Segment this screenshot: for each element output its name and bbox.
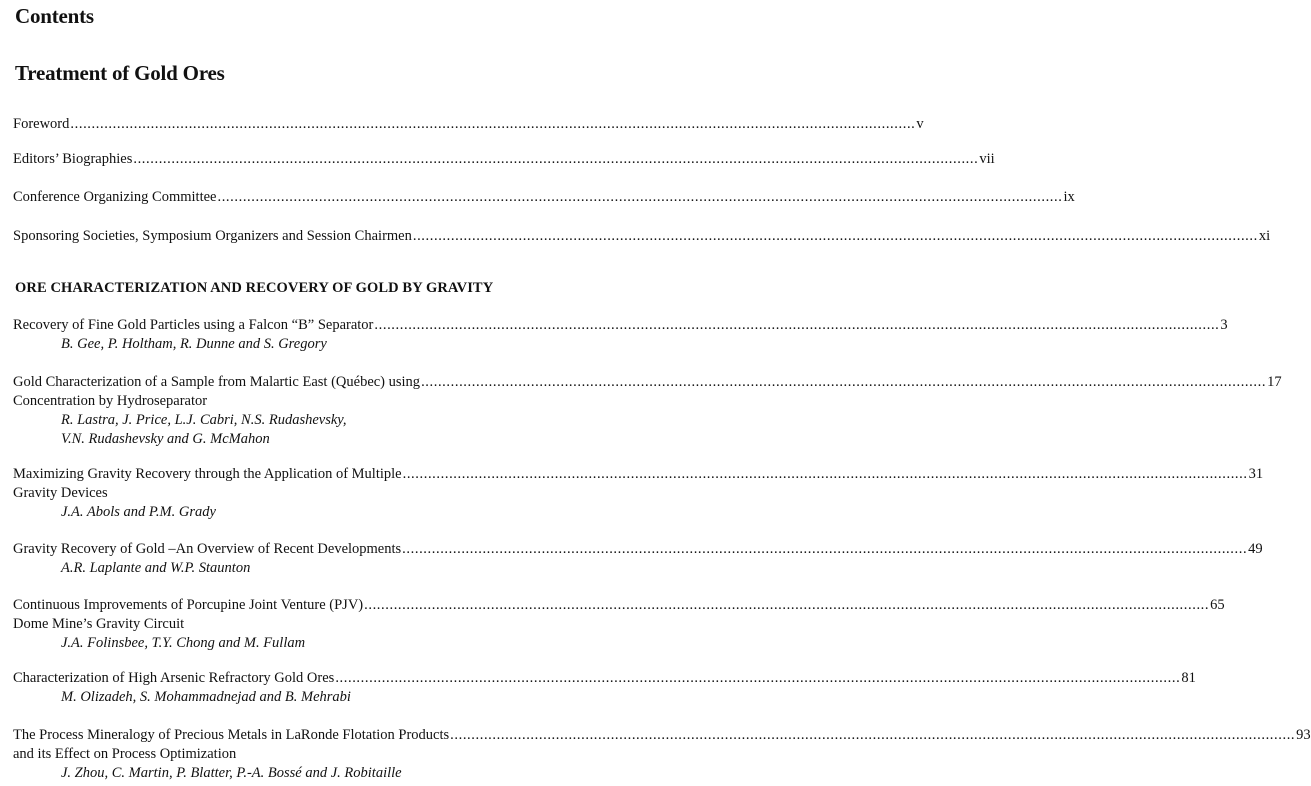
- toc-entry-authors: V.N. Rudashevsky and G. McMahon: [61, 431, 270, 447]
- toc-entry-title: Foreword: [13, 116, 70, 132]
- toc-entry-title-continued: Dome Mine’s Gravity Circuit: [13, 616, 185, 632]
- toc-entry-title: The Process Mineralogy of Precious Metals in LaRonde Flotation Products: [13, 727, 450, 743]
- leader-dots: ........................................................................................................................................................................................................: [402, 541, 1248, 557]
- leader-dots: ........................................................................................................................................................................................................: [412, 228, 1258, 244]
- toc-page-number: v: [916, 116, 924, 132]
- toc-page-number: 17: [1267, 374, 1282, 390]
- toc-entry-title: Characterization of High Arsenic Refractory Gold Ores: [13, 670, 335, 686]
- toc-page-number: 65: [1210, 597, 1225, 613]
- toc-page-number: 81: [1181, 670, 1196, 686]
- toc-page-number: 31: [1248, 466, 1264, 482]
- toc-entry-title: Gravity Recovery of Gold –An Overview of Recent Developments: [13, 541, 402, 557]
- leader-dots: ........................................................................................................................................................................................................: [450, 727, 1296, 743]
- leader-dots: ........................................................................................................................................................................................................: [335, 670, 1181, 686]
- toc-entry-authors: M. Olizadeh, S. Mohammadnejad and B. Mehrabi: [61, 689, 351, 705]
- toc-entry-porcupine-joint-venture: [13, 596, 1225, 653]
- toc-entry-title: Conference Organizing Committee: [13, 189, 217, 205]
- toc-entry-title: Gold Characterization of a Sample from Malartic East (Québec) using: [13, 374, 421, 390]
- toc-page-number: 49: [1248, 541, 1263, 557]
- page-title: Contents: [15, 4, 94, 28]
- toc-entry-multiple-gravity-devices: [13, 465, 1264, 522]
- toc-entry-authors: R. Lastra, J. Price, L.J. Cabri, N.S. Rudashevsky,: [61, 412, 347, 428]
- toc-entry-malartic-east: [13, 373, 1282, 449]
- leader-dots: ........................................................................................................................................................................................................: [421, 374, 1267, 390]
- toc-entry-title: Maximizing Gravity Recovery through the Application of Multiple: [13, 466, 402, 482]
- toc-entry-falcon-separator: [13, 316, 1228, 354]
- toc-entry-editors-biographies: [13, 150, 995, 169]
- toc-entry-organizing-committee: [13, 188, 1075, 207]
- section-heading: ORE CHARACTERIZATION AND RECOVERY OF GOLD BY GRAVITY: [15, 280, 494, 296]
- toc-entry-high-arsenic-ores: [13, 669, 1196, 707]
- leader-dots: ........................................................................................................................................................................................................: [133, 151, 979, 167]
- leader-dots: ........................................................................................................................................................................................................: [364, 597, 1210, 613]
- toc-page-number: xi: [1258, 228, 1271, 244]
- toc-entry-title: Continuous Improvements of Porcupine Joint Venture (PJV): [13, 597, 364, 613]
- toc-page-number: vii: [979, 151, 995, 167]
- toc-entry-title: Editors’ Biographies: [13, 151, 133, 167]
- toc-entry-gravity-overview: [13, 540, 1263, 578]
- toc-entry-authors: J.A. Folinsbee, T.Y. Chong and M. Fullam: [61, 635, 306, 651]
- leader-dots: ........................................................................................................................................................................................................: [374, 317, 1220, 333]
- toc-entry-authors: J.A. Abols and P.M. Grady: [61, 504, 216, 520]
- leader-dots: ........................................................................................................................................................................................................: [402, 466, 1248, 482]
- leader-dots: ........................................................................................................................................................................................................: [70, 116, 916, 132]
- toc-entry-laronde-flotation: [13, 726, 1311, 783]
- toc-entry-authors: A.R. Laplante and W.P. Staunton: [61, 560, 251, 576]
- toc-entry-title: Sponsoring Societies, Symposium Organizers and Session Chairmen: [13, 228, 412, 244]
- toc-entry-title-continued: and its Effect on Process Optimization: [13, 746, 237, 762]
- toc-page-number: 93: [1296, 727, 1311, 743]
- toc-entry-title-continued: Gravity Devices: [13, 485, 108, 501]
- toc-entry-title-continued: Concentration by Hydroseparator: [13, 393, 208, 409]
- toc-page-number: 3: [1220, 317, 1228, 333]
- toc-page-number: ix: [1063, 189, 1075, 205]
- toc-entry-title: Recovery of Fine Gold Particles using a Falcon “B” Separator: [13, 317, 374, 333]
- leader-dots: ........................................................................................................................................................................................................: [217, 189, 1063, 205]
- book-title: Treatment of Gold Ores: [15, 61, 225, 85]
- toc-entry-sponsoring-societies: [13, 227, 1271, 246]
- toc-entry-foreword: [13, 115, 924, 134]
- toc-entry-authors: B. Gee, P. Holtham, R. Dunne and S. Gregory: [61, 336, 327, 352]
- toc-entry-authors: J. Zhou, C. Martin, P. Blatter, P.-A. Bossé and J. Robitaille: [61, 765, 402, 781]
